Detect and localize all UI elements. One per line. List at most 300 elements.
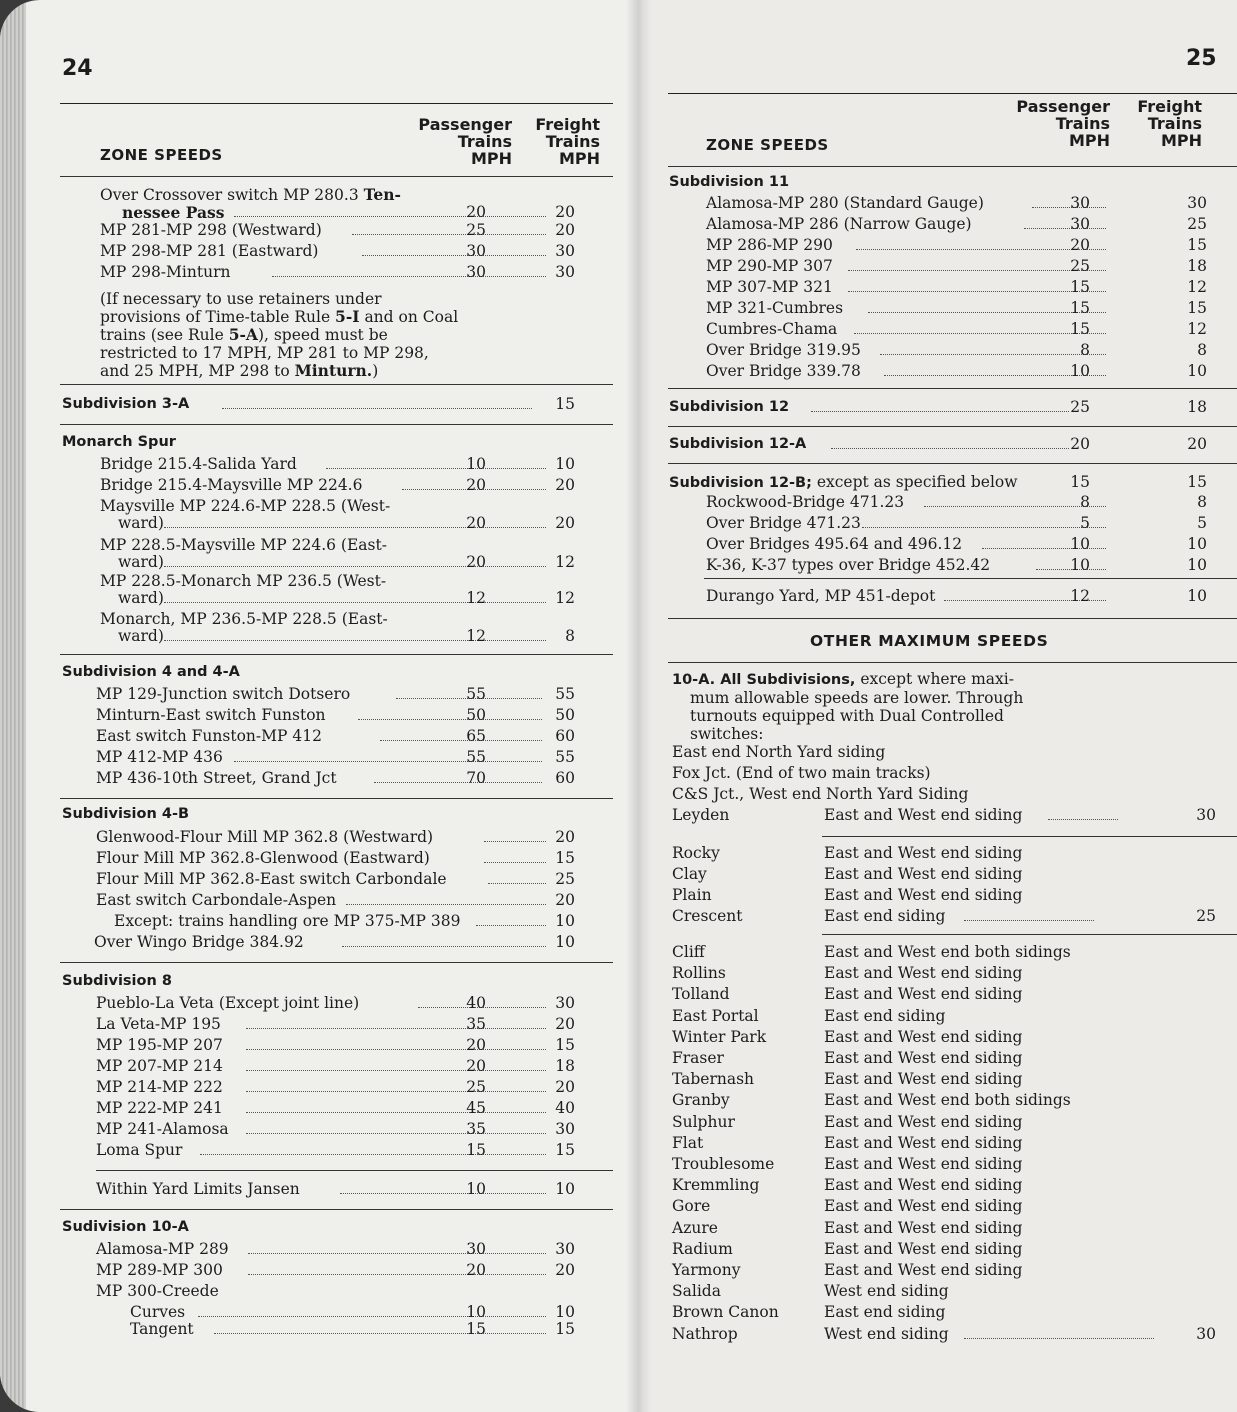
passenger-speed: 8 <box>1080 341 1090 359</box>
row-label: Subdivision 12 <box>669 399 790 415</box>
location: Clay <box>672 865 707 883</box>
leader-dots <box>198 1316 546 1317</box>
row-label: Curves <box>130 1303 186 1321</box>
subdivision-4-title: Subdivision 4 and 4-A <box>62 664 240 680</box>
passenger-speed: 10 <box>466 1303 486 1321</box>
freight-speed: 25 <box>1187 215 1207 233</box>
intro-line: turnouts equipped with Dual Controlled <box>690 707 1004 725</box>
row-label: MP 321-Cumbres <box>706 299 844 317</box>
location: Fox Jct. (End of two main tracks) <box>672 764 931 782</box>
passenger-col-header <box>1000 98 1110 149</box>
freight-speed: 30 <box>555 1240 575 1258</box>
table-row <box>100 513 585 534</box>
row-label: Cumbres-Chama <box>706 320 838 338</box>
freight-speed: 60 <box>555 769 575 787</box>
location-row <box>672 1218 1216 1239</box>
jansen-row <box>96 1179 585 1200</box>
freight-speed: 30 <box>555 242 575 260</box>
page-edge <box>0 0 26 1412</box>
siding-description: East and West end siding <box>824 1049 1023 1067</box>
location: Leyden <box>672 806 730 824</box>
freight-speed: 18 <box>555 1057 575 1075</box>
leader-dots <box>234 216 546 217</box>
max-speed: 25 <box>1196 907 1216 925</box>
row-label: Durango Yard, MP 451-depot <box>706 587 936 605</box>
freight-speed: 30 <box>555 263 575 281</box>
siding-description: East and West end siding <box>824 1239 1023 1258</box>
section-rule <box>60 962 613 963</box>
page-25 <box>638 0 1237 1412</box>
freight-speed: 20 <box>555 1015 575 1033</box>
freight-speed: 55 <box>555 748 575 766</box>
durango-row <box>706 586 1207 607</box>
passenger-col-header <box>405 116 512 167</box>
freight-speed: 15 <box>555 1036 575 1054</box>
location-row <box>672 984 1216 1005</box>
row-label: Flour Mill MP 362.8-Glenwood (Eastward) <box>96 849 430 867</box>
location: Brown Canon <box>672 1303 779 1322</box>
col-header-line: Trains <box>1055 114 1110 133</box>
note-text: ), speed must be restricted to 17 MPH, MP 281 to MP 298, and 25 MPH, MP 298 to <box>100 326 429 380</box>
leader-dots <box>811 411 1069 412</box>
row-label: ward) <box>118 589 164 607</box>
leader-dots <box>222 408 532 409</box>
table-row <box>96 1119 585 1140</box>
passenger-speed: 30 <box>466 242 486 260</box>
passenger-speed: 20 <box>466 203 486 221</box>
table-row <box>100 475 585 496</box>
freight-speed: 10 <box>1187 535 1207 553</box>
freight-speed: 10 <box>1187 362 1207 380</box>
freight-speed: 15 <box>1187 236 1207 254</box>
leader-dots <box>246 1028 546 1029</box>
row-label: Over Bridges 495.64 and 496.12 <box>706 535 963 553</box>
note-text: (If necessary to use retainers under provisions of Time-table Rule <box>100 290 382 326</box>
col-header-line: Freight <box>535 115 600 134</box>
freight-speed: 30 <box>555 1120 575 1138</box>
row-label: ward) <box>118 514 164 532</box>
freight-speed: 20 <box>555 476 575 494</box>
passenger-speed: 20 <box>466 553 486 571</box>
siding-description: East and West end siding <box>824 985 1023 1004</box>
row-label: Over Bridge 339.78 <box>706 362 861 380</box>
header-rule <box>60 176 613 177</box>
leader-dots <box>1048 819 1118 820</box>
location-row <box>672 843 1216 864</box>
passenger-speed: 20 <box>466 1057 486 1075</box>
location: Crescent <box>672 907 743 925</box>
table-row <box>96 1319 585 1340</box>
row-label: MP 290-MP 307 <box>706 257 833 275</box>
passenger-speed: 55 <box>466 748 486 766</box>
location-row <box>672 906 1216 927</box>
speed: 20 <box>555 891 575 909</box>
intro-line: mum allowable speeds are lower. Through <box>690 689 1024 707</box>
leader-dots <box>246 1112 546 1113</box>
note-bold: Minturn. <box>294 361 373 380</box>
leader-dots <box>164 527 546 528</box>
table-row <box>96 1056 585 1077</box>
passenger-speed: 35 <box>466 1015 486 1033</box>
table-row <box>100 262 585 283</box>
table-row <box>96 1098 585 1119</box>
freight-speed: 18 <box>1187 398 1207 416</box>
siding-description: East and West end siding <box>824 1176 1023 1195</box>
location-row <box>672 864 1216 885</box>
passenger-speed: 20 <box>466 514 486 532</box>
col-header-line: Trains <box>457 132 512 151</box>
passenger-speed: 8 <box>1080 493 1090 511</box>
table-row <box>706 319 1207 340</box>
location: Salida <box>672 1282 721 1301</box>
row-label: K-36, K-37 types over Bridge 452.42 <box>706 556 991 574</box>
location-row <box>672 1260 1216 1281</box>
table-row <box>100 552 585 573</box>
table-row <box>96 747 585 768</box>
table-row <box>96 827 585 848</box>
note-bold: 5-I <box>335 307 360 326</box>
subdivision-12b-row <box>669 472 1207 493</box>
passenger-speed: 30 <box>1070 194 1090 212</box>
passenger-speed: 30 <box>466 263 486 281</box>
row-label: Subdivision 3-A <box>62 396 190 412</box>
row-label: MP 298-MP 281 (Eastward) <box>100 242 319 260</box>
col-header-line: MPH <box>1160 131 1202 150</box>
intro-text: except where maxi- <box>855 670 1014 688</box>
passenger-speed: 25 <box>466 221 486 239</box>
passenger-speed: 12 <box>466 589 486 607</box>
table-row <box>706 277 1207 298</box>
passenger-speed: 12 <box>466 627 486 645</box>
location-row <box>672 885 1216 906</box>
leader-dots <box>342 946 546 947</box>
passenger-speed: 65 <box>466 727 486 745</box>
leader-dots <box>200 1154 546 1155</box>
passenger-speed: 20 <box>466 476 486 494</box>
location-row <box>672 1239 1216 1260</box>
leader-dots <box>164 566 546 567</box>
row-label: MP 281-MP 298 (Westward) <box>100 221 322 239</box>
freight-speed: 12 <box>1187 320 1207 338</box>
leader-dots <box>246 1091 546 1092</box>
row-label: MP 195-MP 207 <box>96 1036 223 1054</box>
row-label: East switch Carbondale-Aspen <box>96 891 337 909</box>
table-row <box>706 214 1207 235</box>
speed: 15 <box>555 849 575 867</box>
passenger-speed: 15 <box>1070 278 1090 296</box>
freight-speed: 10 <box>1187 556 1207 574</box>
section-rule <box>60 1209 613 1210</box>
zone-speeds-heading: ZONE SPEEDS <box>100 146 223 164</box>
location: Kremmling <box>672 1176 760 1195</box>
location: Tabernash <box>672 1070 755 1089</box>
table-row <box>100 626 585 647</box>
other-max-speeds-heading: OTHER MAXIMUM SPEEDS <box>810 632 1049 650</box>
freight-speed: 15 <box>1187 473 1207 491</box>
freight-speed: 15 <box>555 395 575 413</box>
location: Plain <box>672 886 712 904</box>
leader-dots <box>246 1049 546 1050</box>
leader-dots <box>234 761 542 762</box>
location: Winter Park <box>672 1027 767 1046</box>
siding-description: West end siding <box>824 1324 949 1343</box>
speed: 10 <box>555 912 575 930</box>
passenger-speed: 40 <box>466 994 486 1012</box>
table-row <box>96 1260 585 1281</box>
row-label: Loma Spur <box>96 1141 183 1159</box>
section-rule <box>668 388 1237 389</box>
row-label: Over Wingo Bridge 384.92 <box>94 933 304 951</box>
row-label: Alamosa-MP 280 (Standard Gauge) <box>706 194 984 212</box>
row-label: Minturn-East switch Funston <box>96 706 326 724</box>
freight-speed: 10 <box>555 1303 575 1321</box>
location: C&S Jct., West end North Yard Siding <box>672 785 969 803</box>
row-label: Monarch, MP 236.5-MP 228.5 (East- <box>100 610 388 628</box>
freight-speed: 18 <box>1187 257 1207 275</box>
table-row <box>96 768 585 789</box>
row-label: Over Bridge 319.95 <box>706 341 861 359</box>
table-row <box>100 588 585 609</box>
table-row <box>96 1281 585 1302</box>
table-row <box>706 340 1207 361</box>
section-rule <box>668 426 1237 427</box>
location: Granby <box>672 1091 730 1110</box>
freight-col-header <box>1118 98 1202 149</box>
passenger-speed: 10 <box>466 455 486 473</box>
intro-line: switches: <box>690 725 764 743</box>
subdivision-10a-title: Sudivision 10-A <box>62 1219 189 1235</box>
freight-speed: 12 <box>1187 278 1207 296</box>
freight-speed: 5 <box>1197 514 1207 532</box>
siding-description: East end siding <box>824 1303 946 1322</box>
location-row <box>672 1175 1216 1196</box>
passenger-speed: 15 <box>1070 299 1090 317</box>
passenger-speed: 50 <box>466 706 486 724</box>
passenger-speed: 35 <box>466 1120 486 1138</box>
passenger-speed: 5 <box>1080 514 1090 532</box>
siding-description: East end siding <box>824 1006 946 1025</box>
siding-description: East and West end both sidings <box>824 1091 1071 1110</box>
row-label: Flour Mill MP 362.8-East switch Carbondale <box>96 870 447 888</box>
row-label: Except: trains handling ore MP 375-MP 389 <box>114 912 461 930</box>
table-row <box>96 726 585 747</box>
location: Rocky <box>672 844 720 862</box>
passenger-speed: 15 <box>466 1320 486 1338</box>
table-row <box>96 1077 585 1098</box>
row-label: MP 436-10th Street, Grand Jct <box>96 769 337 787</box>
location: Flat <box>672 1133 704 1152</box>
leader-dots <box>346 904 546 905</box>
table-row <box>706 555 1207 576</box>
subdivision-4b-title: Subdivision 4-B <box>62 806 190 822</box>
table-row <box>706 193 1207 214</box>
table-row <box>96 993 585 1014</box>
col-header-line: Trains <box>545 132 600 151</box>
section-rule <box>60 384 613 385</box>
freight-speed: 50 <box>555 706 575 724</box>
row-label: MP 207-MP 214 <box>96 1057 223 1075</box>
freight-speed: 8 <box>1197 341 1207 359</box>
section-rule <box>60 424 613 425</box>
table-row <box>100 454 585 475</box>
table-row <box>706 492 1207 513</box>
freight-speed: 30 <box>555 994 575 1012</box>
siding-description: East and West end siding <box>824 1218 1023 1237</box>
table-row <box>100 220 585 241</box>
location: Azure <box>672 1218 718 1237</box>
passenger-speed: 15 <box>1070 473 1090 491</box>
row-label: MP 241-Alamosa <box>96 1120 229 1138</box>
page-number: 24 <box>62 56 93 81</box>
siding-description: West end siding <box>824 1282 949 1301</box>
location: Sulphur <box>672 1112 735 1131</box>
siding-description: East end siding <box>824 907 946 925</box>
leader-dots <box>272 276 546 277</box>
note-text: ) <box>372 362 379 380</box>
row-label: Bridge 215.4-Maysville MP 224.6 <box>100 476 363 494</box>
passenger-speed: 20 <box>466 1261 486 1279</box>
col-header-line: Passenger <box>1016 97 1110 116</box>
table-row <box>96 848 585 869</box>
passenger-speed: 25 <box>1070 257 1090 275</box>
freight-speed: 55 <box>555 685 575 703</box>
location: Tolland <box>672 985 730 1004</box>
freight-speed: 20 <box>555 1261 575 1279</box>
row-label-text: except as specified below <box>811 473 1018 491</box>
siding-description: East and West end siding <box>824 1133 1023 1152</box>
freight-speed: 12 <box>555 553 575 571</box>
location-row <box>672 1027 1216 1048</box>
passenger-speed: 20 <box>466 1036 486 1054</box>
section-rule <box>60 654 613 655</box>
location-row <box>672 1281 1216 1302</box>
location: East end North Yard siding <box>672 743 886 761</box>
subdivision-12a-row <box>669 434 1207 455</box>
table-row <box>706 235 1207 256</box>
siding-description: East and West end siding <box>824 806 1023 824</box>
row-label: ward) <box>118 627 164 645</box>
table-row <box>706 256 1207 277</box>
row-label: East switch Funston-MP 412 <box>96 727 322 745</box>
page-number: 25 <box>1186 46 1217 71</box>
leader-dots <box>246 1070 546 1071</box>
freight-speed: 15 <box>1187 299 1207 317</box>
passenger-speed: 10 <box>1070 556 1090 574</box>
passenger-speed: 10 <box>1070 362 1090 380</box>
table-row <box>96 1014 585 1035</box>
siding-description: East and West end siding <box>824 865 1023 883</box>
location: Nathrop <box>672 1324 738 1343</box>
location-row <box>672 942 1216 963</box>
table-row <box>706 361 1207 382</box>
subdivision-11-title: Subdivision 11 <box>669 174 790 190</box>
freight-speed: 40 <box>555 1099 575 1117</box>
intro-bold: 10-A. All Subdivisions, <box>672 672 856 688</box>
group-rule <box>822 836 1237 837</box>
freight-speed: 8 <box>565 627 575 645</box>
freight-speed: 10 <box>555 1180 575 1198</box>
freight-speed: 60 <box>555 727 575 745</box>
passenger-speed: 70 <box>466 769 486 787</box>
col-header-line: Passenger <box>418 115 512 134</box>
location: East Portal <box>672 1006 759 1025</box>
row-label: MP 129-Junction switch Dotsero <box>96 685 351 703</box>
freight-speed: 20 <box>555 1078 575 1096</box>
col-header-line: MPH <box>470 149 512 168</box>
row-label: Over Bridge 471.23 <box>706 514 861 532</box>
location: Fraser <box>672 1049 724 1067</box>
freight-speed: 10 <box>555 455 575 473</box>
siding-description: East and West end siding <box>824 1261 1023 1279</box>
row-label: Maysville MP 224.6-MP 228.5 (West- <box>100 497 391 515</box>
passenger-speed: 10 <box>466 1180 486 1198</box>
row-label-bold: Ten- <box>363 185 401 204</box>
location-row <box>672 1302 1216 1323</box>
leader-dots <box>326 468 546 469</box>
location-row <box>672 1112 1216 1133</box>
leader-dots <box>340 1193 546 1194</box>
note-text: and on Coal trains (see Rule <box>100 308 459 344</box>
col-header-line: Freight <box>1137 97 1202 116</box>
row-label: Pueblo-La Veta (Except joint line) <box>96 994 360 1012</box>
location: Rollins <box>672 964 726 983</box>
row-label: nessee Pass <box>122 203 225 222</box>
row-label: MP 222-MP 241 <box>96 1099 223 1117</box>
monarch-spur-title: Monarch Spur <box>62 434 176 450</box>
freight-speed: 20 <box>1187 435 1207 453</box>
section-rule <box>668 662 1237 663</box>
retainer-note <box>100 290 460 380</box>
subdivision-3a-row <box>62 394 585 415</box>
table-row <box>96 911 585 932</box>
location: Troublesome <box>672 1155 775 1173</box>
location-row <box>672 1048 1216 1069</box>
table-row <box>100 241 585 262</box>
row-label: Rockwood-Bridge 471.23 <box>706 493 905 511</box>
row-label: MP 228.5-Maysville MP 224.6 (East- <box>100 536 387 554</box>
freight-speed: 10 <box>1187 587 1207 605</box>
note-bold: 5-A <box>228 325 258 344</box>
row-label: ward) <box>118 553 164 571</box>
section-rule <box>668 463 1237 464</box>
location-row <box>672 1133 1216 1154</box>
siding-description: East and West end both sidings <box>824 943 1071 961</box>
leader-dots <box>214 1333 546 1334</box>
siding-description: East and West end siding <box>824 1155 1023 1173</box>
siding-description: East and West end siding <box>824 964 1023 983</box>
top-rule <box>60 103 613 104</box>
row-label: Within Yard Limits Jansen <box>96 1180 300 1198</box>
freight-speed: 15 <box>555 1320 575 1338</box>
leader-dots <box>246 1133 546 1134</box>
siding-description: East and West end siding <box>824 1197 1023 1216</box>
row-label: La Veta-MP 195 <box>96 1015 221 1033</box>
location: Cliff <box>672 943 705 961</box>
col-header-line: MPH <box>558 149 600 168</box>
freight-speed: 20 <box>555 514 575 532</box>
row-label: MP 289-MP 300 <box>96 1261 223 1279</box>
siding-description: East and West end siding <box>824 844 1023 862</box>
passenger-speed: 15 <box>1070 320 1090 338</box>
table-row <box>96 890 585 911</box>
leader-dots <box>248 1253 546 1254</box>
location-row <box>672 1324 1216 1345</box>
leader-dots <box>248 1274 546 1275</box>
location: Gore <box>672 1197 711 1216</box>
passenger-speed: 10 <box>1070 535 1090 553</box>
table-row <box>706 298 1207 319</box>
section-rule <box>60 798 613 799</box>
